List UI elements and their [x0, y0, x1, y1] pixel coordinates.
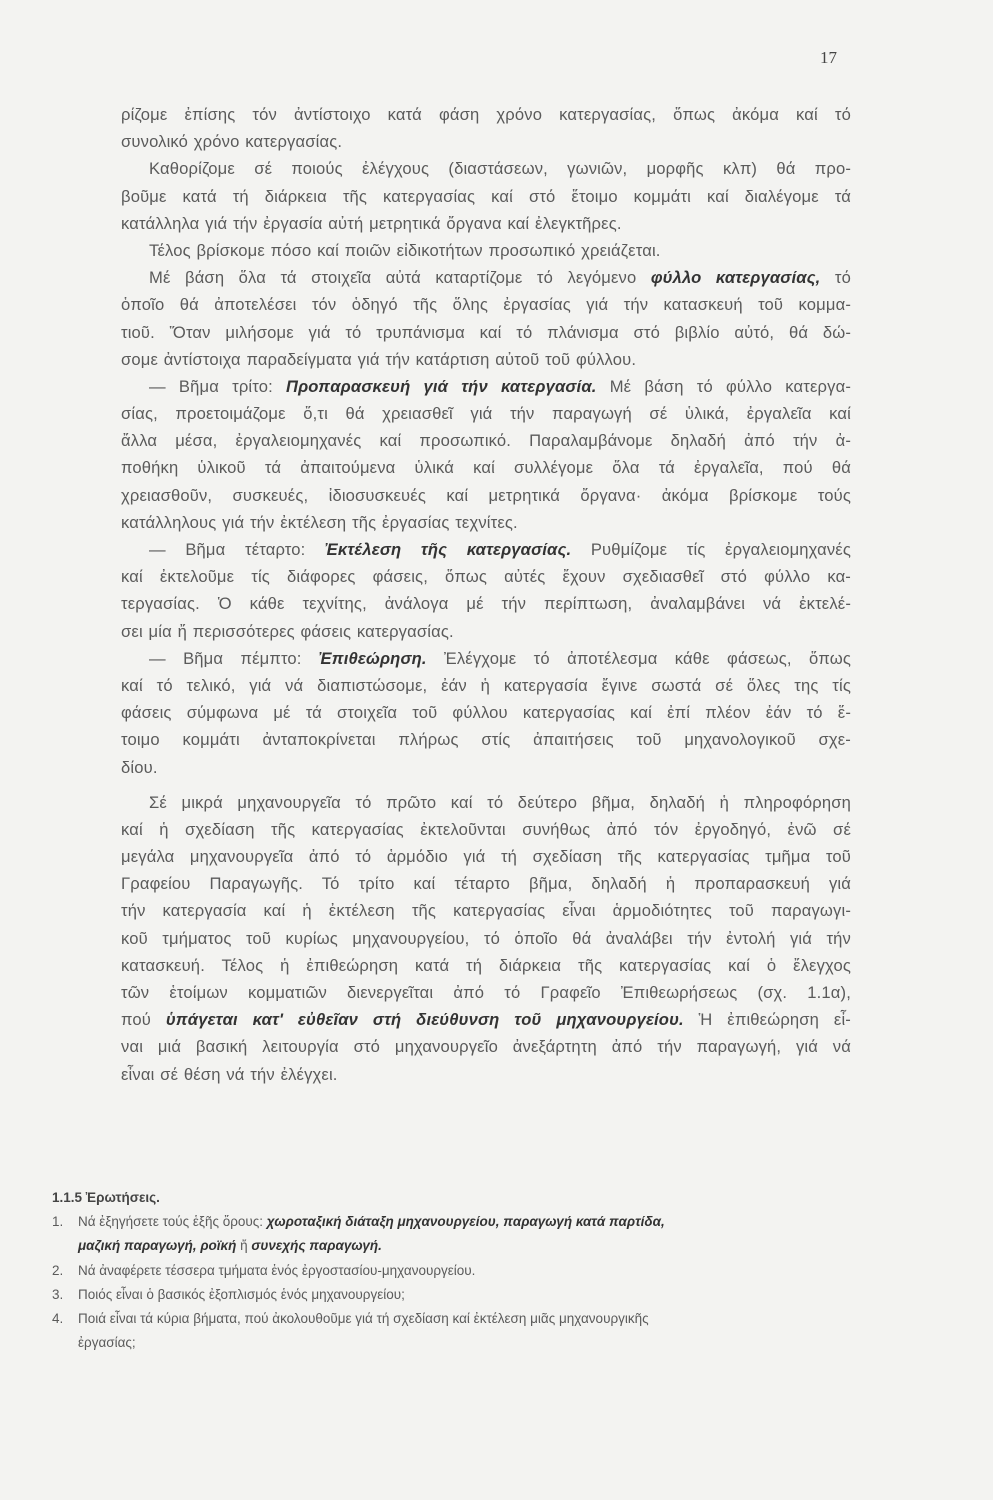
question-number: 1.: [52, 1214, 64, 1229]
text-line: [121, 101, 851, 128]
text-line: [121, 754, 851, 781]
text-line: [121, 952, 851, 979]
text-run: ποθήκη ὑλικοῦ τά ἀπαιτούμενα ὑλικά καί συλλέγομε ὅλα τά ἐργαλεῖα, πού θά: [121, 458, 851, 478]
text-line: [121, 590, 851, 617]
emphasized-term: ὑπάγεται κατ' εὐθεῖαν στή διεύθυνση τοῦ μηχανουργείου.: [165, 1010, 684, 1030]
question-line: [52, 1234, 872, 1258]
text-run: Καθορίζομε σέ ποιούς ἐλέγχους (διαστάσεων, γωνιῶν, μορφῆς κλπ) θά προ-: [149, 159, 851, 179]
text-line: [121, 155, 851, 182]
paragraph: [121, 101, 851, 155]
question-number: 4.: [52, 1311, 64, 1327]
text-line: [121, 1006, 851, 1033]
text-run: ἄλλα μέσα, ἐργαλειομηχανές καί προσωπικό. Παραλαμβάνομε δηλαδή ἀπό τήν ἀ-: [121, 431, 851, 451]
text-run: Μέ βάση ὅλα τά στοιχεῖα αὐτά καταρτίζομε τό λεγόμενο: [149, 268, 651, 288]
paragraph: [121, 155, 851, 237]
text-line: [121, 373, 851, 400]
text-run: δίου.: [121, 757, 158, 777]
text-line: [121, 346, 851, 373]
question-item: [52, 1307, 872, 1356]
text-line: [121, 699, 851, 726]
text-run: Ἐλέγχομε τό ἀποτέλεσμα κάθε φάσεως, ὅπως: [426, 648, 851, 668]
text-line: [121, 319, 851, 346]
text-line: [121, 726, 851, 753]
text-run: Νά ἐξηγήσετε τούς ἑξῆς ὅρους:: [78, 1214, 267, 1229]
text-run: συνολικό χρόνο κατεργασίας.: [121, 132, 343, 152]
text-line: [121, 183, 851, 210]
text-run: σει μία ἤ περισσότερες φάσεις κατεργασίας.: [121, 621, 454, 641]
text-run: εἶναι σέ θέση νά τήν ἐλέγχει.: [121, 1064, 338, 1084]
text-line: [121, 482, 851, 509]
emphasized-term: μαζική παραγωγή, ροϊκή: [78, 1238, 237, 1254]
text-run: κοῦ τμήματος τοῦ κυρίως μηχανουργείου, τό ὁποῖο θά ἀναλάβει τήν ἐντολή γιά τήν: [121, 928, 851, 948]
text-line: [121, 1061, 851, 1088]
text-line: [121, 563, 851, 590]
text-run: καί τό τελικό, γιά νά διαπιστώσομε, ἐάν ἡ κατεργασία ἔγινε σωστά σέ ὅλες της τίς: [121, 675, 851, 695]
question-item: [52, 1283, 872, 1307]
text-line: [121, 509, 851, 536]
text-line: [121, 400, 851, 427]
text-run: Νά ἀναφέρετε τέσσερα τμήματα ἑνός ἐργοστασίου-μηχανουργείου.: [78, 1262, 476, 1278]
text-run: τήν κατεργασία καί ἡ ἐκτέλεση τῆς κατεργασίας εἶναι ἁρμοδιότητες τοῦ παραγωγι-: [121, 901, 851, 921]
text-run: Μέ βάση τό φύλλο κατεργα-: [596, 376, 851, 396]
text-line: [121, 618, 851, 645]
text-run: Ποιά εἶναι τά κύρια βήματα, πού ἀκολουθοῦμε γιά τή σχεδίαση καί ἐκτέλεση μιᾶς μηχανουργικῆς: [78, 1311, 649, 1327]
text-line: [121, 237, 851, 264]
text-run: τό: [820, 268, 851, 288]
text-run: φάσεις σύμφωνα μέ τά στοιχεῖα τοῦ φύλλου κατεργασίας καί ἐπί πλέον ἐάν τό ἕ-: [121, 703, 851, 723]
text-run: ἐργασίας;: [78, 1335, 136, 1351]
text-run: — Βῆμα τέταρτο:: [149, 540, 326, 559]
text-line: [121, 454, 851, 481]
text-run: σίας, προετοιμάζομε ὅ,τι θά χρειασθεῖ γιά τήν παραγωγή σέ ὑλικά, ἐργαλεῖα καί: [121, 404, 851, 424]
text-run: κατάλληλα γιά τήν ἐργασία αὐτή μετρητικά ὄργανα καί ἐλεγκτῆρες.: [121, 213, 622, 233]
question-line: [52, 1259, 872, 1283]
text-line: [121, 789, 851, 816]
paragraph: [121, 237, 851, 264]
text-line: [121, 1033, 851, 1060]
question-line: [52, 1283, 872, 1307]
text-run: ὁποῖο θά ἀποτελέσει τόν ὁδηγό τῆς ὅλης ἐργασίας γιά τήν κατασκευή τοῦ κομμα-: [121, 295, 851, 315]
question-line: [52, 1331, 872, 1355]
text-run: Ἡ ἐπιθεώρηση εἶ-: [683, 1010, 851, 1030]
emphasized-term: Ἐπιθεώρηση.: [318, 648, 427, 668]
text-run: χρειασθοῦν, συσκευές, ἰδιοσυσκευές καί μετρητικά ὄργανα· ἀκόμα βρίσκομε τούς: [121, 485, 851, 505]
text-line: [121, 870, 851, 897]
text-line: [121, 979, 851, 1006]
text-run: βοῦμε κατά τή διάρκεια τῆς κατεργασίας καί στό ἕτοιμο κομμάτι καί διαλέγομε τά: [121, 186, 851, 206]
text-run: τιοῦ. Ὅταν μιλήσομε γιά τό τρυπάνισμα καί τό πλάνισμα στό βιβλίο αὐτό, θά δώ-: [121, 322, 851, 342]
text-line: [121, 897, 851, 924]
question-number: 3.: [52, 1286, 64, 1302]
question-line: [52, 1307, 872, 1331]
paragraph: [121, 373, 851, 536]
text-run: τεργασίας. Ὁ κάθε τεχνίτης, ἀνάλογα μέ τήν περίπτωση, ἀναλαμβάνει νά ἐκτελέ-: [121, 594, 851, 614]
paragraph: [121, 789, 851, 1088]
text-run: πού: [121, 1010, 166, 1030]
question-item: [52, 1259, 872, 1283]
emphasized-term: συνεχής παραγωγή.: [251, 1238, 382, 1254]
question-number: 2.: [52, 1262, 64, 1278]
text-run: ναι μιά βασική λειτουργία στό μηχανουργεῖο ἀνεξάρτητη ἀπό τήν παραγωγή, γιά νά: [121, 1037, 851, 1057]
text-line: [121, 291, 851, 318]
text-line: [121, 210, 851, 237]
text-run: — Βῆμα τρίτο:: [149, 376, 287, 396]
questions-section: [52, 1186, 872, 1356]
text-line: [121, 816, 851, 843]
text-line: [121, 536, 851, 563]
text-line: [121, 128, 851, 155]
text-run: Ρυθμίζομε τίς ἐργαλειομηχανές: [571, 540, 851, 559]
questions-list: [52, 1210, 872, 1356]
paragraph: [121, 645, 851, 781]
text-run: καί ἐκτελοῦμε τίς διάφορες φάσεις, ὅπως αὐτές ἔχουν σχεδιασθεῖ στό φύλλο κα-: [121, 567, 851, 587]
text-run: καί ἡ σχεδίαση τῆς κατεργασίας ἐκτελοῦνται συνήθως ἀπό τόν ἐργοδηγό, ἐνῶ σέ: [121, 819, 851, 839]
text-run: κατάλληλους γιά τήν ἐκτέλεση τῆς ἐργασίας τεχνίτες.: [121, 512, 518, 532]
text-line: [121, 672, 851, 699]
text-run: — Βῆμα πέμπτο:: [149, 648, 319, 668]
text-run: μεγάλα μηχανουργεῖα ἀπό τό ἁρμόδιο γιά τή σχεδίαση τῆς κατεργασίας τμῆμα τοῦ: [121, 847, 851, 867]
emphasized-term: Προπαρασκευή γιά τήν κατεργασία.: [286, 376, 597, 396]
emphasized-term: χωροταξική διάταξη μηχανουργείου, παραγωγή κατά παρτίδα,: [266, 1214, 665, 1229]
text-run: Ποιός εἶναι ὁ βασικός ἐξοπλισμός ἑνός μηχανουργείου;: [78, 1286, 405, 1302]
paragraph: [121, 264, 851, 373]
paragraph: [121, 536, 851, 645]
question-item: [52, 1210, 872, 1259]
body-text: [121, 101, 851, 1088]
question-line: [52, 1210, 872, 1234]
text-run: κατασκευή. Τέλος ἡ ἐπιθεώρηση κατά τή διάρκεια τῆς κατεργασίας καί ὁ ἔλεγχος: [121, 955, 851, 975]
text-run: Σέ μικρά μηχανουργεῖα τό πρῶτο καί τό δεύτερο βῆμα, δηλαδή ἡ πληροφόρηση: [149, 792, 851, 812]
page-number: 17: [820, 48, 837, 67]
text-line: [121, 645, 851, 672]
emphasized-term: Ἐκτέλεση τῆς κατεργασίας.: [325, 540, 572, 559]
questions-heading: 1.1.5 Ἐρωτήσεις.: [52, 1190, 160, 1205]
text-line: [121, 843, 851, 870]
text-line: [121, 427, 851, 454]
text-run: τῶν ἑτοίμων κομματιῶν διενεργεῖται ἀπό τό Γραφεῖο Ἐπιθεωρήσεως (σχ. 1.1α),: [121, 983, 851, 1002]
text-run: ἤ: [236, 1238, 252, 1254]
text-run: Γραφείου Παραγωγῆς. Τό τρίτο καί τέταρτο βῆμα, δηλαδή ἡ προπαρασκευή γιά: [121, 874, 851, 894]
text-run: σομε ἀντίστοιχα παραδείγματα γιά τήν κατάρτιση αὐτοῦ τοῦ φύλλου.: [121, 349, 637, 369]
text-line: [121, 264, 851, 291]
emphasized-term: φύλλο κατεργασίας,: [650, 268, 821, 288]
text-line: [121, 925, 851, 952]
text-run: τοιμο κομμάτι ἀνταποκρίνεται πλήρως στίς ἀπαιτήσεις τοῦ μηχανολογικοῦ σχε-: [121, 730, 851, 750]
text-run: ρίζομε ἐπίσης τόν ἀντίστοιχο κατά φάση χρόνο κατεργασίας, ὅπως ἀκόμα καί τό: [121, 105, 851, 124]
text-run: Τέλος βρίσκομε πόσο καί ποιῶν εἰδικοτήτων προσωπικό χρειάζεται.: [149, 240, 661, 260]
